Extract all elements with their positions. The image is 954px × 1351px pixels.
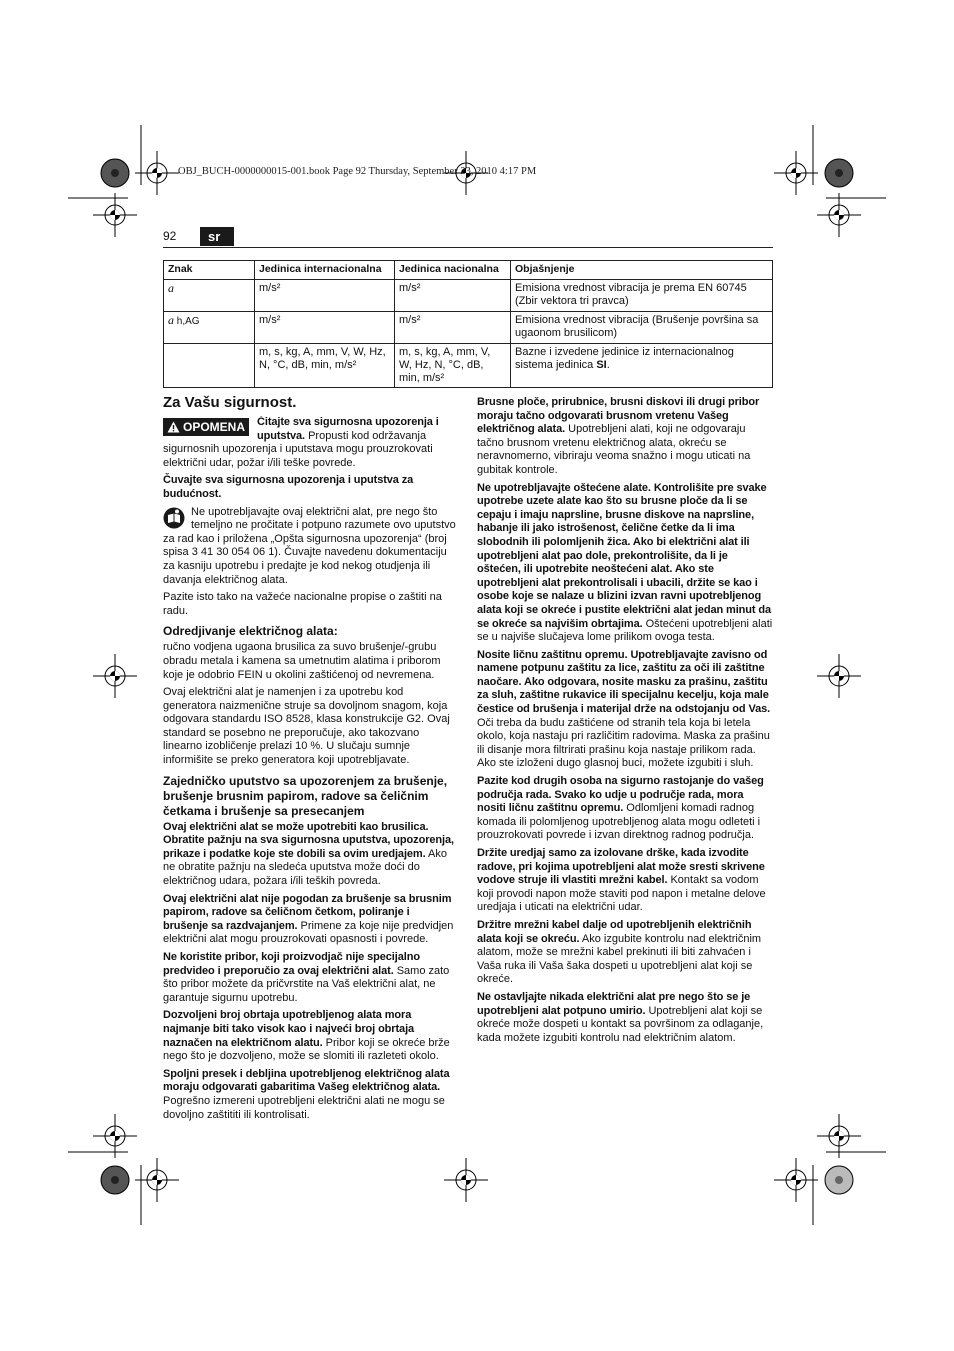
table-row	[164, 280, 773, 312]
purpose-paragraph: ručno vodjena ugaona brusilica za suvo brušenje/-grubu obradu metala i kamena sa umetnutim alatima i priborom koje je odobrio FEIN u okolini zaštićenoj od nevremena.	[163, 641, 441, 681]
description-cell: Emisiona vrednost vibracija je prema EN 60745 (Zbir vektora tri pravca)	[511, 280, 773, 312]
intl-unit-cell: m/s²	[255, 280, 395, 312]
table-header-cell: Jedinica internacionalna	[255, 261, 395, 280]
warning-text-keep: Čuvajte sva sigurnosna upozorenja i uputstva za budućnost.	[163, 474, 414, 500]
instruction-paragraph: Brusne ploče, prirubnice, brusni diskovi ili drugi pribor moraju tačno odgovarati brusnom vretenu Vašeg električnog alata. Upotrebljeni alati, koji ne odgovaraju tačno brusnom vretenu električnog alata, okreću se neravnomerno, vibriraju veoma snažno i mogu uticati na gubitak kontrole.	[477, 396, 760, 476]
instruction-paragraph: Ne upotrebljavajte oštećene alate. Kontrolišite pre svake upotrebe uzete alate kao što su brusne ploče da li se cepaju i imaju naprsline, brusne diskove na naprsline, habanje ili jako istrošenost, čelične četke da li ima slobodnih ili polomljenih žica. Ako bi električni alat ili upotrebljeni alat pao dole, prekontrolišite, da li je oštećen, ili upotrebite neoštećeni alat. Ako ste upotrebljeni alat prekontrolisali i ubacili, držite se kao i osobe koje se nalaze u blizini izvan ravni upotrebljenog alata koji se okreće i pustite električni alat jedan minut da se okreće sa najvišim obrtajima. Oštećeni upotrebljeni alati se u najviše slučajeva lome prilikom ovoga testa.	[477, 481, 773, 644]
instruction-paragraph: Pazite kod drugih osoba na sigurno rastojanje do vašeg područja rada. Svako ko udje u područje rada, mora nositi ličnu zaštitnu opremu. Odlomljeni komadi radnog komada ili polomljenog upotrebljenog alata mogu odleteti i prouzrokovati povrede i izvan direktnog radnog područja.	[477, 775, 764, 842]
read-manual-icon	[163, 506, 185, 530]
instruction-paragraph: Držitre mrežni kabel dalje od upotrebljenih električnih alata koji se okreću. Ako izgubite kontrolu nad električnim alatom, može se mrežni kabel prekinuti ili biti zahvaćen i Vaša ruka ili Vaša šaka dospeti u upotrebljeni alat koji se okreće.	[477, 918, 762, 986]
generator-paragraph: Ovaj električni alat je namenjen i za upotrebu kod generatora naizmenične struje sa dovoljnom snagom, koja odgovara standardu ISO 8528, klasa konstrukcije G2. Ovaj standard se posebno ne preporučuje, ako takozvano linearno izobličenje prelazi 10 %. U slučaju sumnje informišite se preko generatora koji upotrebljavate.	[163, 686, 450, 767]
natl-unit-cell: m/s²	[395, 280, 511, 312]
table-header-cell: Jedinica nacionalna	[395, 261, 511, 280]
table-header-cell: Znak	[164, 261, 255, 280]
instruction-paragraph: Nosite ličnu zaštitnu opremu. Upotrebljavajte zavisno od namene potpunu zaštitu za lice, zaštitu za oči ili zaštitne naočare. Ako odgovara, nosite masku za prašinu, zaštitu za sluh, zaštitne rukavice ili specijalnu kecelju, koja male čestice od brušenja i materijal drže na odstojanju od Vas. Oči treba da budu zaštićene od stranih tela koja bi letela okolo, koja nastaju pri različitim radovima. Maska za prašinu ili disanje mora filtrirati prašinu koja nastaje prilikom rada. Ako ste izloženi dugo glasnoj buci, možete izgubiti i sluh.	[477, 648, 771, 770]
warning-triangle-icon	[167, 421, 180, 433]
instruction-paragraph: Ne koristite pribor, koji proizvodjač nije specijalno predvideo i preporučio za ovaj električni alat. Samo zato što pribor možete da pričvrstite na Vaš električni alat, ne garantuje sigurnu upotrebu.	[163, 951, 450, 1004]
manual-paragraph: Ne upotrebljavajte ovaj električni alat, pre nego što temeljno ne pročitate i potpuno razumete ovo uputstvo za rad kao i priložena „Opšta sigurnosna upozorenja“ (broj spisa 3 41 30 054 06 1). Čuvajte navedenu dokumentaciju za kasniju upotrebu i predajte je kod nekog otudjenja ili davanja električnog alata.	[163, 505, 456, 586]
warning-block	[163, 416, 457, 474]
table-row	[164, 312, 773, 344]
intl-unit-cell: m, s, kg, A, mm, V, W, Hz, N, °C, dB, min, m/s²	[255, 344, 395, 388]
purpose-heading: Odredjivanje električnog alata:	[163, 624, 338, 639]
natl-unit-cell: m/s²	[395, 312, 511, 344]
language-tab: sr	[200, 227, 234, 246]
warning-badge: OPOMENA	[163, 418, 249, 436]
common-instructions-heading: Zajedničko uputstvo sa upozorenjem za brušenje, brušenje brusnim papirom, radove sa čeličnim četkama i brušenje sa presecanjem	[163, 773, 448, 818]
sign-cell: a	[164, 280, 255, 312]
instruction-paragraph: Dozvoljeni broj obrtaja upotrebljenog alata mora najmanje biti tako visok kao i najveći broj obrtaja naznačen na električnom alatu. Pribor koji se okreće brže nego što je dozvoljeno, može se slomiti ili razleteti okolo.	[163, 1009, 450, 1063]
units-table	[163, 260, 773, 388]
instruction-paragraph: Spoljni presek i debljina upotrebljenog električnog alata moraju odgovarati gabaritima Vašeg električnog alata. Pogrešno izmereni upotrebljeni električni alati ne mogu se dovoljno zaštititi ili kontrolisati.	[163, 1067, 450, 1121]
header-rule	[163, 247, 773, 248]
table-header-cell: Objašnjenje	[511, 261, 773, 280]
section-title: Za Vašu sigurnost.	[163, 394, 297, 411]
left-column	[163, 394, 457, 1126]
table-row	[164, 344, 773, 388]
book-slug-line: OBJ_BUCH-0000000015-001.book Page 92 Thursday, September 23, 2010 4:17 PM	[178, 166, 537, 177]
description-cell: Bazne i izvedene jedinice iz internacionalnog sistema jedinica SI.	[511, 344, 773, 388]
instruction-paragraph: Ovaj električni alat se može upotrebiti kao brusilica. Obratite pažnju na sva sigurnosna uputstva, upozorenja, prikaze i podatke koje ste dobili sa ovim uredjajem. Ako ne obratite pažnju na sledeća uputstva može doći do električnog udara, požara i/ili teških povreda.	[163, 820, 454, 888]
instruction-paragraph: Držite uredjaj samo za izolovane drške, kada izvodite radove, pri kojima upotrebljeni alat može sresti skrivene vodove struje ili vlastiti mrežni kabel. Kontakt sa vodom koji provodi napon može staviti pod napon i metalne delove uredjaja i uticati na električni udar.	[477, 847, 766, 914]
table-header-row	[164, 261, 773, 280]
warning-text-read: Čitajte sva sigurnosna upozorenja i uputstva. Propusti kod održavanja sigurnosnih upozorenja i uputstava mogu prouzrokovati električni udar, požar i/ili teške povrede.	[163, 416, 439, 469]
description-cell: Emisiona vrednost vibracija (Brušenje površina sa ugaonom brusilicom)	[511, 312, 773, 344]
sign-cell: a h,AG	[164, 312, 255, 344]
sign-cell	[164, 344, 255, 388]
instruction-paragraph: Ne ostavljajte nikada električni alat pre nego što se je upotrebljeni alat potpuno umirio. Upotrebljeni alat koji se okreće može dospeti u kontakt sa površinom za odlaganje, kada možete izgubiti kontrolu nad električnim alatom.	[477, 990, 764, 1044]
instruction-paragraph: Ovaj električni alat nije pogodan za brušenje sa brusnim papirom, radove sa čeličnom četkom, poliranje i brušenje sa razdvajanjem. Primene za koje nije predvidjen električni alat mogu prouzrokovati opasnosti i povrede.	[163, 892, 454, 946]
page-number: 92	[163, 229, 177, 243]
right-column	[477, 396, 773, 1049]
regulations-paragraph: Pazite isto tako na važeće nacionalne propise o zaštiti na radu.	[163, 591, 442, 617]
natl-unit-cell: m, s, kg, A, mm, V, W, Hz, N, °C, dB, min, m/s²	[395, 344, 511, 388]
intl-unit-cell: m/s²	[255, 312, 395, 344]
